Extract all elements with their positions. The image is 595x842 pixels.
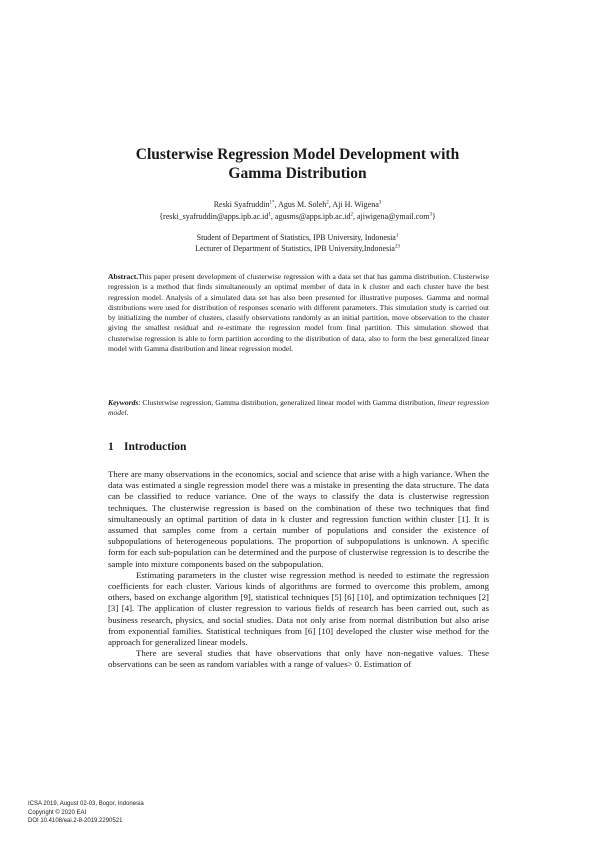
title-line-2: Gamma Distribution (228, 165, 367, 182)
abstract-text: This paper present development of clusterwise regression with a data set that has gamma distribution. Clusterwise regression is a method that finds simultaneously an optimal member of data in k cluster and each cluster have the best regression model. Analysis of a simulated data set has also been presented for illustrative purposes. Gamma and normal distributions were used for distribution of responses scenario with different parameters. This simulation study is carried out by initializing the number of clusters, classify observations randomly as an initial partition, move observation to the cluster giving the smallest residual and re-estimate the regression model from final partition. This simulation showed that clusterwise regression is able to form partition according to the distribution of data, also to form the best generalized linear model with Gamma distribution and linear regression model. (108, 272, 489, 354)
keywords-text: Clusterwise regression, Gamma distribution, generalized linear model with Gamma distribution, (142, 398, 438, 407)
author-separator: , (274, 200, 279, 209)
affiliation-block (100, 232, 495, 254)
paragraph-3: There are several studies that have observations that only have non-negative values. These observations can be seen as random variables with a range of values> 0. Estimation of (108, 648, 489, 670)
author-3: Aji H. Wigena (332, 200, 379, 209)
keywords-colon: : (138, 398, 143, 407)
affiliation-1-mark: 1 (395, 233, 399, 239)
keywords (108, 398, 489, 419)
author-1-mark: 1* (269, 200, 275, 206)
abstract (108, 272, 489, 354)
paper-title (100, 145, 495, 183)
email-2-mark: 2 (350, 212, 353, 218)
footer (28, 800, 144, 826)
author-3-mark: 3 (378, 200, 382, 206)
author-block (100, 199, 495, 223)
affiliation-1 (100, 232, 495, 243)
affiliation-2-text: Lecturer of Department of Statistics, IPB University,Indonesia (195, 244, 395, 253)
affiliation-2-mark: 23 (394, 244, 400, 250)
author-names (100, 199, 495, 211)
email-3[interactable]: , ajiwigena@ymail.com (352, 212, 430, 221)
email-brace-open: { (159, 212, 164, 221)
author-separator: , (328, 200, 333, 209)
email-2[interactable]: , agusms@apps.ipb.ac.id (270, 212, 351, 221)
title-line-1: Clusterwise Regression Model Development with (135, 146, 460, 163)
author-2-mark: 2 (326, 200, 329, 206)
footer-conference: ICSA 2019, August 02-03, Bogor, Indonesia (28, 801, 144, 807)
section-title: Introduction (124, 441, 187, 453)
author-emails (100, 211, 495, 223)
abstract-label: Abstract. (108, 272, 139, 281)
paragraph-2: Estimating parameters in the cluster wise regression method is needed to estimate the regression coefficients for each cluster. Various kinds of algorithms are formed to overcome this problem, among others, based on exchange algorithm [9], statistical techniques [5] [6] [10], and optimization techniques [2] [3] [4]. The application of cluster regression to various fields of research has been carried out, such as business research, physics, and social studies. Data not only arise from normal distribution but also arise from exponential families. Statistical techniques from [6] [10] developed the cluster wise method for the approach for generalized linear models. (108, 569, 489, 648)
author-1: Reski Syafruddin (213, 200, 270, 209)
section-heading (108, 441, 186, 453)
footer-doi: DOI 10.4108/eai.2-8-2019.2290521 (28, 818, 123, 824)
footer-copyright: Copyright © 2020 EAI (28, 809, 87, 816)
keywords-end: . (126, 408, 129, 418)
paragraph-1: There are many observations in the economics, social and science that arise with a high variance. When the data was estimated a single regression model there was a mistake in presenting the data structure. The data can be classified to reduce variance. One of the ways to classify the data is clusterwise regression techniques. The clusterwise regression is based on the combination of these two techniques that find simultaneously an optimal partition of data in k cluster and regression function within cluster [1]. It is assumed that samples come from a certain number of populations and consider the existence of subpopulations of heterogeneous populations. The proportion of subpopulations is unknown. A specific form for each sub-population can be determined and the purpose of clusterwise regression is to describe the sample into mixture components based on the subpopulation. (108, 469, 489, 569)
affiliation-1-text: Student of Department of Statistics, IPB University, Indonesia (196, 233, 396, 242)
email-3-mark: 3 (429, 212, 432, 218)
email-brace-close: } (431, 212, 436, 221)
email-1-mark: 1 (268, 212, 271, 218)
section-number: 1 (108, 441, 114, 453)
affiliation-2 (100, 243, 495, 254)
introduction-body (108, 469, 489, 671)
author-2: Agus M. Soleh (278, 200, 327, 209)
keywords-label: Keywords (108, 398, 139, 407)
keywords-italic: linear regression model (108, 398, 489, 418)
email-1[interactable]: reski_syafruddin@apps.ipb.ac.id (163, 212, 269, 221)
